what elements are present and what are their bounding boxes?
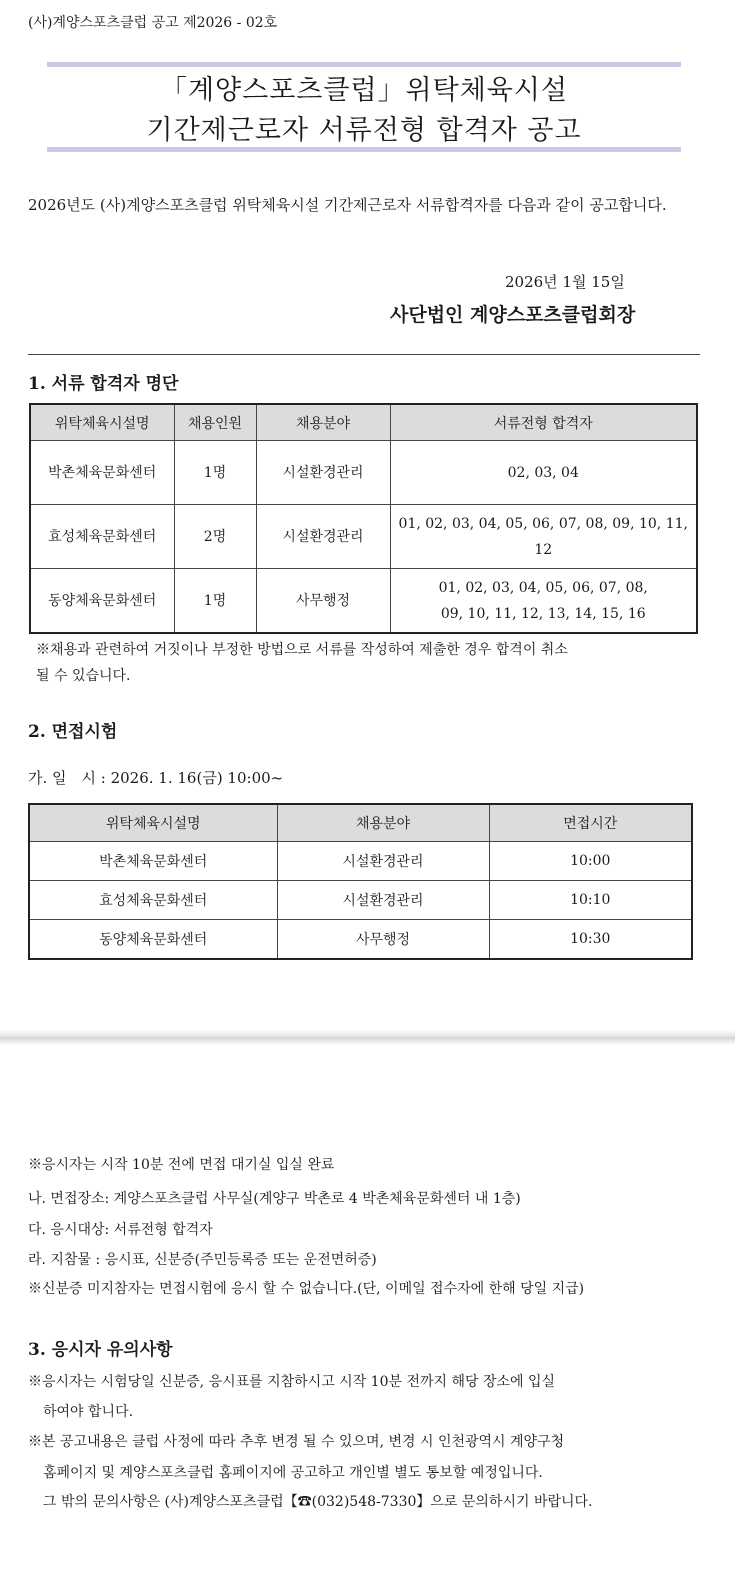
header-count: 채용인원 <box>174 404 256 441</box>
contact-line: 그 밖의 문의사항은 (사)계양스포츠클럽【☎(032)548-7330】으로 문의하시기 바랍니다. <box>43 1494 593 1510</box>
table-row <box>30 441 697 505</box>
field-cell: 시설환경관리 <box>277 881 489 920</box>
field-cell: 사무행정 <box>256 569 390 634</box>
table-row <box>29 881 692 920</box>
passers-line: 01, 02, 03, 04, 05, 06, 07, 08, <box>438 579 648 596</box>
interview-schedule: 가. 일 시 : 2026. 1. 16(금) 10:00~ <box>28 769 284 787</box>
table-header-row <box>29 804 692 842</box>
note-line: ※채용과 관련하여 거짓이나 부정한 방법으로 서류를 작성하여 제출한 경우 합격이 취소 <box>36 642 568 658</box>
interview-table <box>28 803 693 960</box>
field-cell: 시설환경관리 <box>256 505 390 569</box>
page-break <box>0 1029 735 1045</box>
count-cell: 1명 <box>174 569 256 634</box>
time-cell: 10:00 <box>489 842 692 881</box>
caution-line: ※응시자는 시험당일 신분증, 응시표를 지참하시고 시작 10분 전까지 해당 장소에 입실 <box>28 1374 556 1390</box>
divider-rule <box>28 354 700 355</box>
title-line-2: 기간제근로자 서류전형 합격자 공고 <box>146 115 582 146</box>
facility-cell: 효성체육문화센터 <box>29 881 277 920</box>
notice-date: 2026년 1월 15일 <box>505 273 625 291</box>
table-header-row <box>30 404 697 441</box>
facility-cell: 박촌체육문화센터 <box>30 441 174 505</box>
section3-heading: 3. 응시자 유의사항 <box>28 1340 173 1360</box>
interview-items: 라. 지참물 : 응시표, 신분증(주민등록증 또는 운전면허증) <box>28 1252 377 1268</box>
issuer: 사단법인 계양스포츠클럽회장 <box>390 304 636 326</box>
caution-line: 홈페이지 및 계양스포츠클럽 홈페이지에 공고하고 개인별 별도 통보할 예정입니다. <box>43 1465 543 1481</box>
table-row <box>30 505 697 569</box>
time-cell: 10:10 <box>489 881 692 920</box>
header-field: 채용분야 <box>277 804 489 842</box>
field-cell: 시설환경관리 <box>277 842 489 881</box>
passers-cell <box>390 505 697 569</box>
count-cell: 2명 <box>174 505 256 569</box>
title-bar-bottom <box>47 147 681 152</box>
title-box <box>47 62 681 152</box>
passers-line: 09, 10, 11, 12, 13, 14, 15, 16 <box>440 605 646 622</box>
facility-cell: 박촌체육문화센터 <box>29 842 277 881</box>
table-row <box>29 920 692 960</box>
id-warning: ※신분증 미지참자는 면접시험에 응시 할 수 없습니다.(단, 이메일 접수자에 한해 당일 지급) <box>28 1281 585 1297</box>
section2-heading: 2. 면접시험 <box>28 722 118 742</box>
header-facility: 위탁체육시설명 <box>29 804 277 842</box>
time-cell: 10:30 <box>489 920 692 960</box>
table-row <box>29 842 692 881</box>
passers-table <box>29 403 698 634</box>
interview-target: 다. 응시대상: 서류전형 합격자 <box>28 1222 213 1238</box>
title-line-1: 「계양스포츠클럽」위탁체육시설 <box>159 75 569 106</box>
passers-cell <box>390 569 697 634</box>
caution-line: ※본 공고내용은 클럽 사정에 따라 추후 변경 될 수 있으며, 변경 시 인천광역시 계양구청 <box>28 1434 565 1450</box>
interview-note: ※응시자는 시작 10분 전에 면접 대기실 입실 완료 <box>28 1157 335 1173</box>
section1-heading: 1. 서류 합격자 명단 <box>28 374 179 394</box>
passers-line: 01, 02, 03, 04, 05, 06, 07, 08, 09, 10, 11, 12 <box>398 515 688 558</box>
notice-number: (사)계양스포츠클럽 공고 제2026 - 02호 <box>28 15 278 31</box>
intro-text: 2026년도 (사)계양스포츠클럽 위탁체육시설 기간제근로자 서류합격자를 다음과 같이 공고합니다. <box>28 196 667 214</box>
passers-line: 02, 03, 04 <box>507 464 579 481</box>
note-line: 될 수 있습니다. <box>36 668 131 684</box>
facility-cell: 동양체육문화센터 <box>30 569 174 634</box>
field-cell: 시설환경관리 <box>256 441 390 505</box>
count-cell: 1명 <box>174 441 256 505</box>
interview-location: 나. 면접장소: 계양스포츠클럽 사무실(계양구 박촌로 4 박촌체육문화센터 내 1층) <box>28 1191 521 1207</box>
table-row <box>30 569 697 634</box>
header-facility: 위탁체육시설명 <box>30 404 174 441</box>
header-passers: 서류전형 합격자 <box>390 404 697 441</box>
passers-cell <box>390 441 697 505</box>
field-cell: 사무행정 <box>277 920 489 960</box>
facility-cell: 동양체육문화센터 <box>29 920 277 960</box>
header-field: 채용분야 <box>256 404 390 441</box>
title-bar-top <box>47 62 681 67</box>
caution-line: 하여야 합니다. <box>43 1404 134 1420</box>
facility-cell: 효성체육문화센터 <box>30 505 174 569</box>
header-time: 면접시간 <box>489 804 692 842</box>
